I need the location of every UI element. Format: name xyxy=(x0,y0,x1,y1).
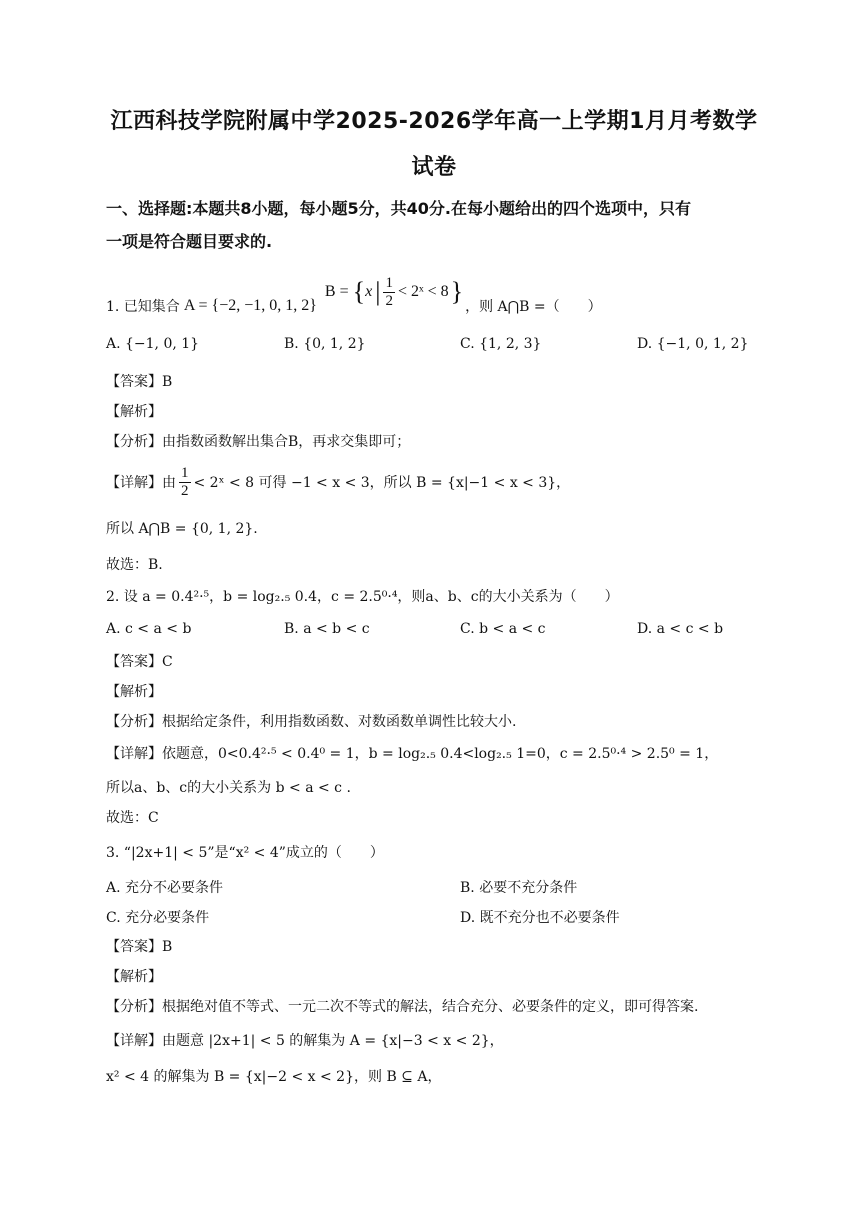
q1-fenxi: 【分析】由指数函数解出集合B，再求交集即可； xyxy=(106,434,411,450)
q3-option-a: A. 充分不必要条件 xyxy=(106,880,224,896)
q1-xiangjie-frac-num: 1 xyxy=(181,464,189,481)
exam-title-line1: 江西科技学院附属中学2025-2026学年高一上学期1月月考数学 xyxy=(110,109,758,134)
q3-answer: 【答案】B xyxy=(106,939,173,955)
q2-option-a: A. c < a < b xyxy=(106,621,192,637)
q1-option-d: D. {−1, 0, 1, 2} xyxy=(637,336,749,352)
q1-set-b-var: x xyxy=(365,283,373,300)
q2-xiangjie: 【详解】依题意，0<0.4²·⁵ < 0.4⁰ = 1，b = log₂.₅ 0.4<log₂.₅ 1=0，c = 2.5⁰·⁴ > 2.5⁰ = 1， xyxy=(106,746,719,762)
q1-number: 1. 已知集合 xyxy=(106,299,180,315)
section-heading-line1: 一、选择题:本题共8小题，每小题5分，共40分.在每小题给出的四个选项中，只有 xyxy=(106,199,692,218)
q3-option-c: C. 充分必要条件 xyxy=(106,910,210,926)
q1-option-b: B. {0, 1, 2} xyxy=(284,336,366,352)
q2-fenxi: 【分析】根据给定条件，利用指数函数、对数函数单调性比较大小. xyxy=(106,714,517,730)
q1-tail: ，则 A⋂B =（ ） xyxy=(465,299,602,315)
q1-xiangjie-frac-den: 2 xyxy=(181,482,189,499)
q1-frac-den: 2 xyxy=(385,292,393,309)
q2-option-c: C. b < a < c xyxy=(460,621,546,637)
q2-guxuan: 故选：C xyxy=(106,810,159,826)
q1-xiangjie-prefix: 【详解】由 xyxy=(106,475,176,491)
q3-fenxi: 【分析】根据绝对值不等式、一元二次不等式的解法，结合充分、必要条件的定义，即可得答案. xyxy=(106,999,699,1015)
q3-analysis-label: 【解析】 xyxy=(106,969,162,985)
q1-answer: 【答案】B xyxy=(106,374,173,390)
q1-set-b-ineq: < 2ˣ < 8 xyxy=(397,283,449,300)
q2-answer: 【答案】C xyxy=(106,654,173,670)
q1-set-b-prefix: B = xyxy=(324,283,349,300)
q1-xiangjie-rest: < 2ˣ < 8 可得 −1 < x < 3，所以 B = {x|−1 < x < 3}， xyxy=(193,475,571,491)
q3-xiangjie: 【详解】由题意 |2x+1| < 5 的解集为 A = {x|−3 < x < 2}， xyxy=(106,1033,504,1049)
q1-xiangjie-fraction xyxy=(179,465,191,500)
exam-title-line2: 试卷 xyxy=(411,155,457,180)
q1-frac-num: 1 xyxy=(385,274,393,291)
q3-option-b: B. 必要不充分条件 xyxy=(460,880,578,896)
q2-option-d: D. a < c < b xyxy=(637,621,724,637)
q1-xiangjie xyxy=(106,462,570,502)
question-3-stem: 3. “|2x+1| < 5”是“x² < 4”成立的（ ） xyxy=(106,845,384,861)
q3-option-d: D. 既不充分也不必要条件 xyxy=(460,910,620,926)
q1-set-a: A = {−2, −1, 0, 1, 2} xyxy=(183,297,317,314)
q1-analysis-label: 【解析】 xyxy=(106,404,162,420)
question-1-stem xyxy=(106,274,602,326)
q2-option-b: B. a < b < c xyxy=(284,621,370,637)
q1-set-b: B = { x | $\frac{1}{2}$ < 2ˣ < 8 } xyxy=(324,274,464,309)
section-heading xyxy=(106,192,778,258)
q1-option-c: C. {1, 2, 3} xyxy=(460,336,542,352)
q2-analysis-label: 【解析】 xyxy=(106,684,162,700)
q1-option-a: A. {−1, 0, 1} xyxy=(106,336,200,352)
question-2-stem: 2. 设 a = 0.4²·⁵，b = log₂.₅ 0.4，c = 2.5⁰·⁴，则a、b、c的大小关系为（ ） xyxy=(106,589,619,605)
q2-suoyi: 所以a、b、c的大小关系为 b < a < c . xyxy=(106,780,351,796)
section-heading-line2: 一项是符合题目要求的. xyxy=(106,232,273,251)
q1-suoyi: 所以 A⋂B = {0, 1, 2}. xyxy=(106,521,258,537)
q3-line2: x² < 4 的解集为 B = {x|−2 < x < 2}，则 B ⊆ A， xyxy=(106,1069,442,1085)
q1-set-b-fraction xyxy=(383,275,395,310)
q1-guxuan: 故选：B. xyxy=(106,557,163,573)
